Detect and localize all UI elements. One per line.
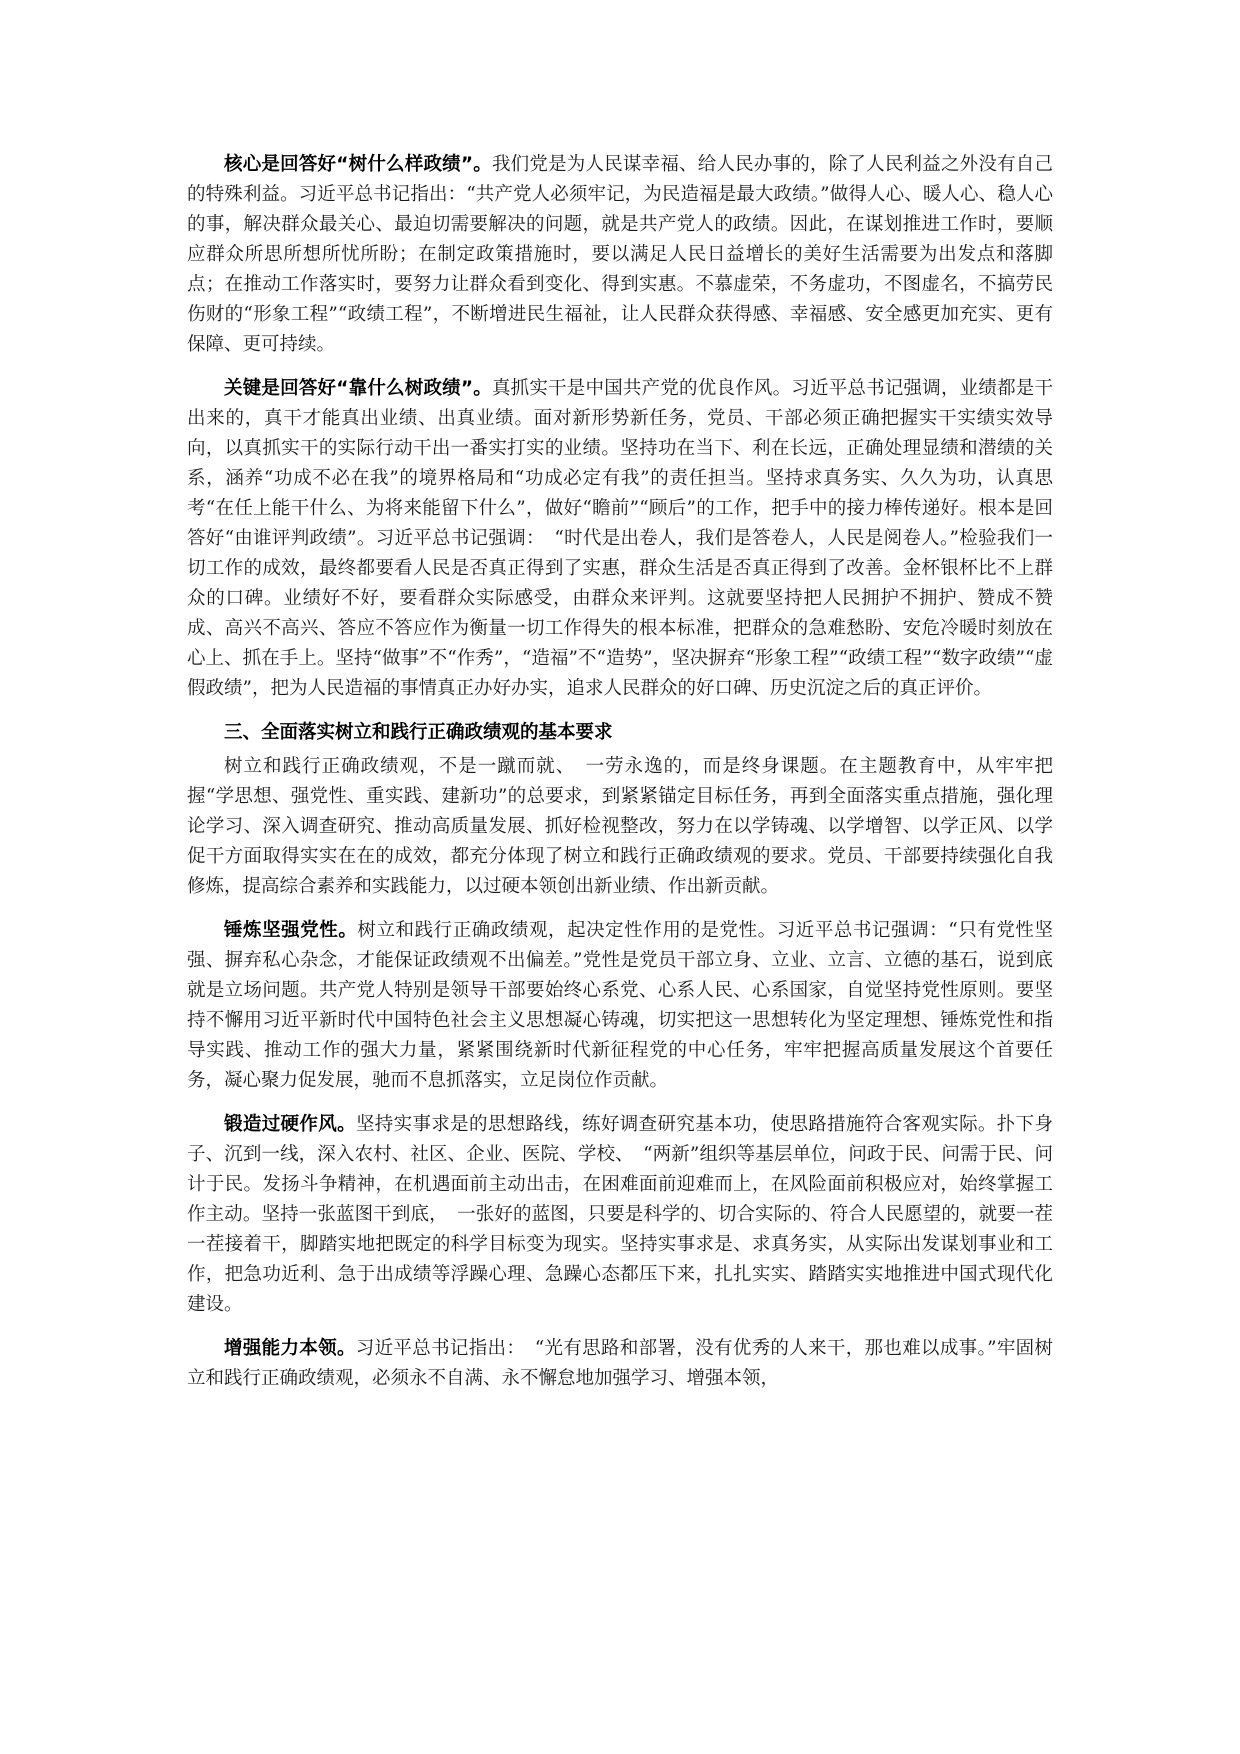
paragraph-body: 习近平总书记指出： “光有思路和部署，没有优秀的人来干，那也难以成事。”牢固树立和践行正确政绩观，必须永不自满、永不懈怠地加强学习、增强本领， — [187, 1338, 1053, 1389]
document-page — [187, 150, 1053, 1408]
paragraph-ability — [187, 1334, 1053, 1394]
paragraph-party-spirit — [187, 916, 1053, 1096]
paragraph-key-question — [187, 374, 1053, 704]
paragraph-body: 树立和践行正确政绩观，起决定性作用的是党性。习近平总书记强调：“只有党性坚强、摒弃私心杂念，才能保证政绩观不出偏差。”党性是党员干部立身、立业、立言、立德的基石，说到底就是立场问题。共产党人特别是领导干部要始终心系党、心系人民、心系国家，自觉坚持党性原则。要坚持不懈用习近平新时代中国特色社会主义思想凝心铸魂，切实把这一思想转化为坚定理想、锤炼党性和指导实践、推动工作的强大力量，紧紧围绕新时代新征程党的中心任务，牢牢把握高质量发展这个首要任务，凝心聚力促发展，驰而不息抓落实，立足岗位作贡献。 — [187, 920, 1053, 1091]
paragraph-work-style — [187, 1110, 1053, 1320]
section-heading: 三、全面落实树立和践行正确政绩观的基本要求 — [224, 722, 613, 743]
section-intro-paragraph: 树立和践行正确政绩观，不是一蹴而就、 一劳永逸的，而是终身课题。在主题教育中，从牢牢把握“学思想、强党性、重实践、建新功”的总要求，到紧紧锚定目标任务，再到全面落实重点措施，强化理论学习、深入调查研究、推动高质量发展、抓好检视整改，努力在以学铸魂、以学增智、以学正风、以学促干方面取得实实在在的成效，都充分体现了树立和践行正确政绩观的要求。党员、干部要持续强化自我修炼，提高综合素养和实践能力，以过硬本领创出新业绩、作出新贡献。 — [187, 756, 1053, 897]
paragraph-lead: 关键是回答好“靠什么树政绩”。 — [224, 378, 492, 399]
paragraph-lead: 核心是回答好“树什么样政绩”。 — [224, 154, 492, 175]
paragraph-body: 坚持实事求是的思想路线，练好调查研究基本功，使思路措施符合客观实际。扑下身子、沉到一线，深入农村、社区、企业、医院、学校、 “两新”组织等基层单位，问政于民、问需于民、问计于民。发扬斗争精神，在机遇面前主动出击，在困难面前迎难而上，在风险面前积极应对，始终掌握工作主动。坚持一张蓝图干到底， 一张好的蓝图，只要是科学的、切合实际的、符合人民愿望的，就要一茬一茬接着干，脚踏实地把既定的科学目标变为现实。坚持实事求是、求真务实，从实际出发谋划事业和工作，把急功近利、急于出成绩等浮躁心理、急躁心态都压下来，扎扎实实、踏踏实实地推进中国式现代化建设。 — [187, 1114, 1053, 1315]
paragraph-core-question — [187, 150, 1053, 360]
paragraph-lead: 锤炼坚强党性。 — [224, 920, 358, 941]
paragraph-lead: 锻造过硬作风。 — [224, 1114, 356, 1135]
paragraph-body: 真抓实干是中国共产党的优良作风。习近平总书记强调，业绩都是干出来的，真干才能真出业绩、出真业绩。面对新形势新任务，党员、干部必须正确把握实干实绩实效导向，以真抓实干的实际行动干出一番实打实的业绩。坚持功在当下、利在长远，正确处理显绩和潜绩的关系，涵养“功成不必在我”的境界格局和“功成必定有我”的责任担当。坚持求真务实、久久为功，认真思考“在任上能干什么、为将来能留下什么”，做好“瞻前”“顾后”的工作，把手中的接力棒传递好。根本是回答好“由谁评判政绩”。习近平总书记强调： “时代是出卷人，我们是答卷人，人民是阅卷人。”检验我们一切工作的成效，最终都要看人民是否真正得到了实惠，群众生活是否真正得到了改善。金杯银杯比不上群众的口碑。业绩好不好，要看群众实际感受，由群众来评判。这就要坚持把人民拥护不拥护、赞成不赞成、高兴不高兴、答应不答应作为衡量一切工作得失的根本标准，把群众的急难愁盼、安危冷暖时刻放在心上、抓在手上。坚持“做事”不“作秀”，“造福”不“造势”，坚决摒弃“形象工程”“政绩工程”“数字政绩”“虚假政绩”，把为人民造福的事情真正办好办实，追求人民群众的好口碑、历史沉淀之后的真正评价。 — [187, 378, 1053, 699]
paragraph-lead: 增强能力本领。 — [224, 1338, 356, 1359]
paragraph-body: 我们党是为人民谋幸福、给人民办事的，除了人民利益之外没有自己的特殊利益。习近平总书记指出：“共产党人必须牢记，为民造福是最大政绩。”做得人心、暖人心、稳人心的事，解决群众最关心、最迫切需要解决的问题，就是共产党人的政绩。因此，在谋划推进工作时，要顺应群众所思所想所忧所盼；在制定政策措施时，要以满足人民日益增长的美好生活需要为出发点和落脚点；在推动工作落实时，要努力让群众看到变化、得到实惠。不慕虚荣，不务虚功，不图虚名，不搞劳民伤财的“形象工程”“政绩工程”，不断增进民生福祉，让人民群众获得感、幸福感、安全感更加充实、更有保障、更可持续。 — [187, 154, 1053, 355]
